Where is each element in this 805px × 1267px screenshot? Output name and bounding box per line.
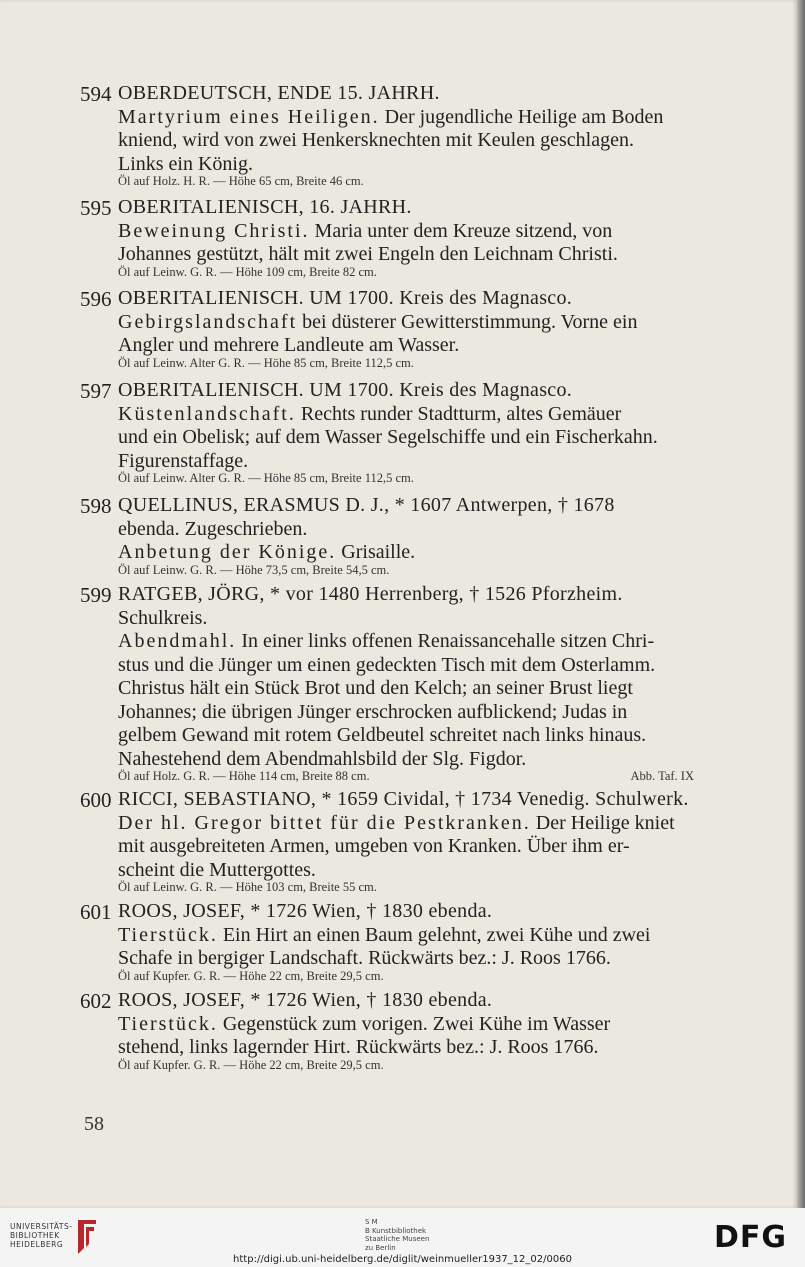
entry-title: Küstenlandschaft.	[118, 402, 296, 425]
footer-bar	[0, 1208, 805, 1267]
entry-number: 597	[80, 379, 112, 403]
entry-description-line: Tierstück. Gegenstück zum vorigen. Zwei Kühe im Wasser	[118, 1012, 611, 1035]
entry-heading-continued: ebenda. Zugeschrieben.	[118, 517, 308, 540]
entry-number: 599	[80, 583, 112, 607]
entry-heading: OBERITALIENISCH. UM 1700. Kreis des Magnasco.	[118, 379, 573, 401]
entry-number: 596	[80, 287, 112, 311]
entry-medium-dimensions: Öl auf Leinw. G. R. — Höhe 103 cm, Breite 55 cm.	[118, 880, 377, 894]
entry-description-line: scheint die Muttergottes.	[118, 858, 316, 881]
entry-description-line: und ein Obelisk; auf dem Wasser Segelschiffe und ein Fischerkahn.	[118, 426, 658, 448]
entry-title: Abendmahl.	[118, 630, 237, 652]
entry-description-line: Figurenstaffage.	[118, 449, 249, 472]
entry-heading: OBERDEUTSCH, ENDE 15. JAHRH.	[118, 82, 440, 104]
entry-description-line: stus und die Jünger um einen gedeckten Tisch mit dem Osterlamm.	[118, 653, 656, 676]
entry-number: 602	[80, 989, 112, 1013]
entry-heading-continued: Schulkreis.	[118, 606, 208, 629]
entry-description-line: kniend, wird von zwei Henkersknechten mit Keulen geschlagen.	[118, 129, 634, 151]
entry-heading: OBERITALIENISCH. UM 1700. Kreis des Magnasco.	[118, 287, 573, 309]
entry-heading: RATGEB, JÖRG, * vor 1480 Herrenberg, † 1526 Pforzheim.	[118, 583, 623, 605]
entry-description-line: stehend, links lagernder Hirt. Rückwärts bez.: J. Roos 1766.	[118, 1036, 599, 1058]
entry-title: Gebirgslandschaft	[118, 310, 298, 333]
entry-medium-dimensions: Öl auf Leinw. G. R. — Höhe 109 cm, Breite 82 cm.	[118, 264, 377, 279]
entry-number: 601	[80, 900, 112, 924]
entry-number: 595	[80, 196, 112, 220]
entry-heading: RICCI, SEBASTIANO, * 1659 Cividal, † 1734 Venedig. Schulwerk.	[118, 788, 689, 810]
entry-description-line: Anbetung der Könige. Grisaille.	[118, 541, 416, 563]
dfg-logo: DFG	[714, 1220, 788, 1255]
entry-description-line: Der hl. Gregor bittet für die Pestkranken. Der Heilige kniet	[118, 811, 675, 834]
entry-description-line: Beweinung Christi. Maria unter dem Kreuze sitzend, von	[118, 219, 613, 242]
entry-description-line: Johannes; die übrigen Jünger erschrocken aufblickend; Judas in	[118, 700, 628, 723]
entry-description-line: Küstenlandschaft. Rechts runder Stadtturm, altes Gemäuer	[118, 402, 622, 425]
entry-description-line: Gebirgslandschaft bei düsterer Gewitterstimmung. Vorne ein	[118, 310, 638, 333]
entry-title: Martyrium eines Heiligen.	[118, 105, 380, 128]
entry-heading: OBERITALIENISCH, 16. JAHRH.	[118, 196, 412, 218]
entry-title: Beweinung Christi.	[118, 219, 310, 242]
entry-description-line: Tierstück. Ein Hirt an einen Baum gelehnt, zwei Kühe und zwei	[118, 923, 651, 946]
entry-description-line: Schafe in bergiger Landschaft. Rückwärts bez.: J. Roos 1766.	[118, 947, 611, 969]
entry-number: 598	[80, 494, 112, 518]
entry-medium-dimensions: Öl auf Holz. G. R. — Höhe 114 cm, Breite 88 cm.	[118, 769, 370, 783]
entry-heading: ROOS, JOSEF, * 1726 Wien, † 1830 ebenda.	[118, 989, 493, 1011]
entry-description-line: Martyrium eines Heiligen. Der jugendliche Heilige am Boden	[118, 105, 664, 128]
entry-description-line: gelbem Gewand mit rotem Geldbeutel schreitet nach links hinaus.	[118, 724, 647, 746]
page-edge	[797, 0, 805, 1208]
entry-description-line: Christus hält ein Stück Brot und den Kelch; an seiner Brust liegt	[118, 677, 633, 699]
entry-title: Anbetung der Könige.	[118, 541, 337, 563]
entry-medium-dimensions: Öl auf Kupfer. G. R. — Höhe 22 cm, Breite 29,5 cm.	[118, 968, 384, 983]
university-logo-text: UNIVERSITÄTS- BIBLIOTHEK HEIDELBERG	[10, 1222, 73, 1249]
entry-heading: QUELLINUS, ERASMUS D. J., * 1607 Antwerpen, † 1678	[118, 494, 615, 516]
entry-description-line: Johannes gestützt, hält mit zwei Engeln den Leichnam Christi.	[118, 243, 618, 265]
entry-medium-dimensions: Öl auf Kupfer. G. R. — Höhe 22 cm, Breite 29,5 cm.	[118, 1057, 384, 1072]
entry-medium-dimensions: Öl auf Leinw. G. R. — Höhe 73,5 cm, Breite 54,5 cm.	[118, 562, 390, 577]
entry-title: Tierstück.	[118, 1012, 218, 1035]
entry-description-line: Angler und mehrere Landleute am Wasser.	[118, 334, 460, 356]
entry-medium-dimensions: Öl auf Leinw. Alter G. R. — Höhe 85 cm, Breite 112,5 cm.	[118, 355, 414, 370]
entry-medium-dimensions: Öl auf Holz. H. R. — Höhe 65 cm, Breite 46 cm.	[118, 174, 364, 188]
entry-description-line: Links ein König.	[118, 152, 253, 175]
entry-description-line: Abendmahl. In einer links offenen Renaissancehalle sitzen Chri-	[118, 630, 655, 652]
source-url[interactable]: http://digi.ub.uni-heidelberg.de/diglit/weinmueller1937_12_02/0060	[233, 1254, 572, 1265]
entry-title: Tierstück.	[118, 923, 218, 946]
page-number: 58	[84, 1113, 104, 1135]
entry-number: 600	[80, 788, 112, 812]
plate-reference: Abb. Taf. IX	[630, 769, 694, 783]
entry-description-line: Nahestehend dem Abendmahlsbild der Slg. Figdor.	[118, 747, 527, 770]
entry-number: 594	[80, 82, 112, 106]
entry-heading: ROOS, JOSEF, * 1726 Wien, † 1830 ebenda.	[118, 900, 493, 922]
university-logo-icon	[76, 1218, 98, 1256]
entry-title: Der hl. Gregor bittet für die Pestkranken.	[118, 811, 531, 834]
library-stamp: S M B Kunstbibliothek Staatliche Museen zu Berlin	[365, 1218, 430, 1252]
entry-medium-dimensions: Öl auf Leinw. Alter G. R. — Höhe 85 cm, Breite 112,5 cm.	[118, 471, 414, 485]
entry-description-line: mit ausgebreiteten Armen, umgeben von Kranken. Über ihm er-	[118, 835, 630, 857]
